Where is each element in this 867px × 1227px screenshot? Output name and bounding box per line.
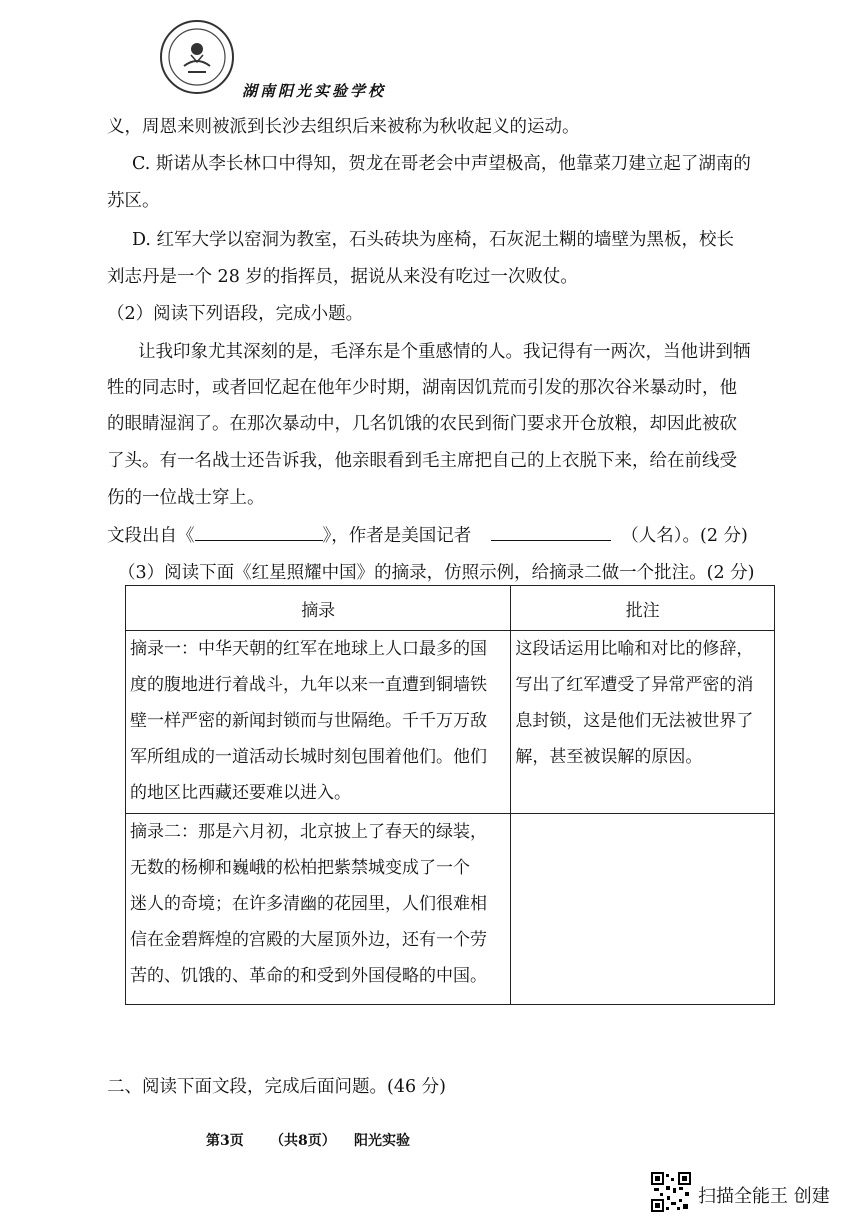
qr-code-icon [651,1172,691,1212]
excerpt-line: 摘录二：那是六月初，北京披上了春天的绿装， [130,822,487,842]
annotation-line: 这段话运用比喻和对比的修辞， [515,639,754,659]
excerpt-line: 苦的、饥饿的、革命的和受到外国侵略的中国。 [130,966,487,986]
school-name: 湖南阳光实验学校 [242,82,387,100]
school-logo-icon [160,20,234,94]
table-row [126,814,775,1005]
excerpt-annotation-table [125,585,775,1005]
excerpt-line: 迷人的奇境；在许多清幽的花园里，人们很难相 [130,894,487,914]
excerpt-line: 无数的杨柳和巍峨的松柏把紫禁城变成了一个 [130,858,470,878]
annotation-line: 解，甚至被误解的原因。 [515,747,703,767]
excerpt-line: 度的腹地进行着战斗，九年以来一直遭到铜墙铁 [130,675,487,695]
excerpt-line: 军所组成的一道活动长城时刻包围着他们。他们 [130,747,487,767]
excerpt-line: 壁一样严密的新闻封锁而与世隔绝。千千万万敌 [130,711,487,731]
scanner-watermark: 扫描全能王 创建 [698,1186,830,1207]
question2-title: （2）阅读下列语段，完成小题。 [107,304,364,324]
section2-title: 二、阅读下面文段，完成后面问题。(46 分) [107,1077,446,1097]
option-c-line1: C. 斯诺从李长林口中得知，贺龙在哥老会中声望极高，他靠菜刀建立起了湖南的 [132,154,751,174]
author-name-blank[interactable] [491,524,611,541]
excerpt-cell [126,814,511,1005]
book-title-blank[interactable] [195,524,323,541]
footer-brand: 阳光实验 [354,1133,410,1149]
excerpt-line: 信在金碧辉煌的宫殿的大屋顶外边，还有一个劳 [130,930,487,950]
excerpt-line: 的地区比西藏还要难以进入。 [130,783,351,803]
fill-prefix: 文段出自《 [107,526,195,546]
fill-in-question [107,522,748,547]
annotation-cell [511,631,775,814]
annotation-line: 息封锁，这是他们无法被世界了 [515,711,754,731]
passage-line: 牲的同志时，或者回忆起在他年少时期，湖南因饥荒而引发的那次谷米暴动时，他 [107,378,737,398]
option-d-line2: 刘志丹是一个 28 岁的指挥员，据说从来没有吃过一次败仗。 [107,267,578,287]
passage-line: 让我印象尤其深刻的是，毛泽东是个重感情的人。我记得有一两次，当他讲到牺 [138,342,751,362]
annotation-line: 写出了红军遭受了异常严密的消 [515,675,754,695]
question3-title: （3）阅读下面《红星照耀中国》的摘录，仿照示例，给摘录二做一个批注。(2 分) [118,563,755,583]
fill-suffix: （人名）。(2 分) [621,526,748,546]
passage-line: 的眼睛湿润了。在那次暴动中，几名饥饿的农民到衙门要求开仓放粮，却因此被砍 [107,414,737,434]
column-header-annotation: 批注 [511,586,775,631]
passage-line: 了头。有一名战士还告诉我，他亲眼看到毛主席把自己的上衣脱下来，给在前线受 [107,451,737,471]
column-header-excerpt: 摘录 [126,586,511,631]
table-header-row [126,586,775,631]
option-b-tail: 义，周恩来则被派到长沙去组织后来被称为秋收起义的运动。 [107,117,580,137]
footer-total-pages: （共8页） [270,1133,336,1149]
table-row [126,631,775,814]
option-d-line1: D. 红军大学以窑洞为教室，石头砖块为座椅，石灰泥土糊的墙壁为黑板，校长 [132,230,735,250]
annotation-answer-cell[interactable] [511,814,775,1005]
fill-middle: 》，作者是美国记者 [322,526,472,546]
passage-line: 伤的一位战士穿上。 [107,488,265,508]
option-c-line2: 苏区。 [107,191,160,211]
excerpt-line: 摘录一：中华天朝的红军在地球上人口最多的国 [130,639,487,659]
footer-page-number: 第3页 [206,1133,244,1149]
excerpt-cell [126,631,511,814]
